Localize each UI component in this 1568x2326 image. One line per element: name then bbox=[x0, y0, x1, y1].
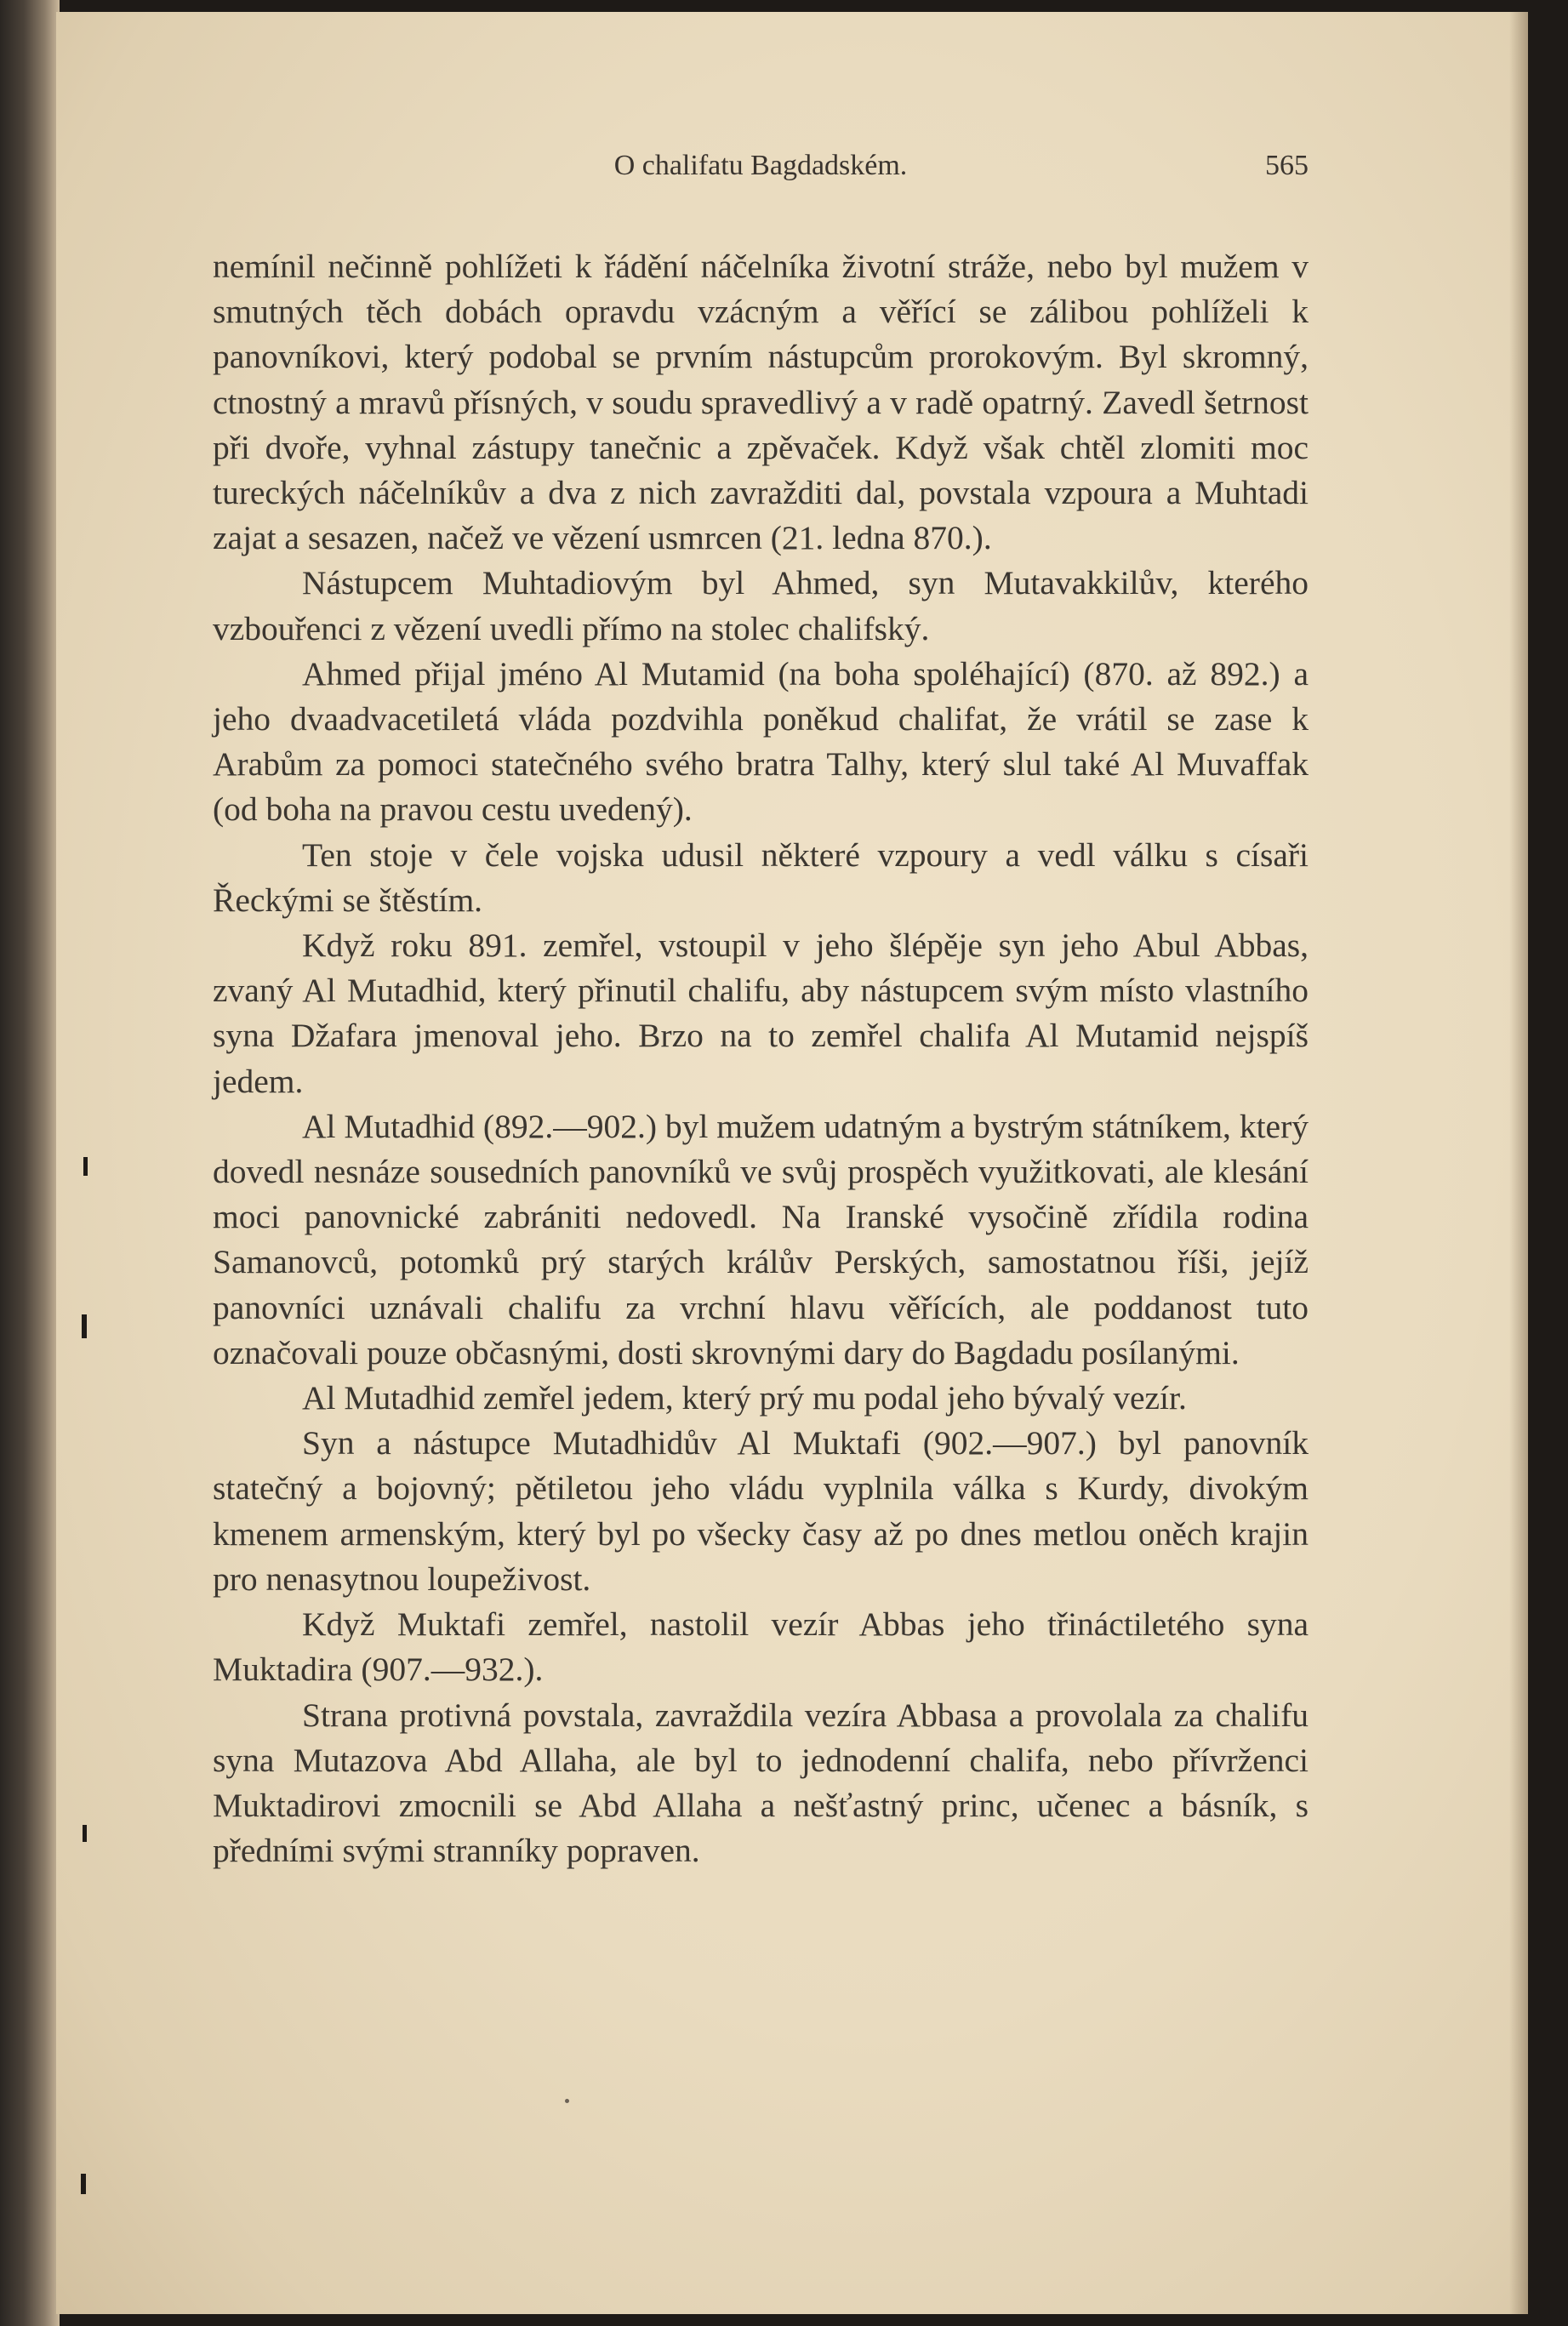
paragraph: Syn a nástupce Mutadhidův Al Muktafi (902.—907.) byl panovník statečný a bojovný; pětiletou jeho vládu vyplnila válka s Kurdy, divokým kmenem armenským, který byl po všecky časy až po dnes metlou oněch krajin pro nenasytnou loupeživost. bbox=[213, 1424, 1309, 1598]
paragraph: Když roku 891. zemřel, vstoupil v jeho šlépěje syn jeho Abul Abbas, zvaný Al Mutadhid, který přinutil chalifu, aby nástupcem svým místo vlastního syna Džafara jmenoval jeho. Brzo na to zemřel chalifa Al Mutamid nejspíš jedem. bbox=[213, 926, 1309, 1100]
paragraph: Strana protivná povstala, zavraždila vezíra Abbasa a provolala za chalifu syna Mutazova Abd Allaha, ale byl to jednodenní chalifa, nebo přívrženci Muktadirovi zmocnili se Abd Allaha a nešťastný princ, učenec a básník, s předními svými stranníky popraven. bbox=[213, 1696, 1309, 1870]
paragraph: Ahmed přijal jméno Al Mutamid (na boha spoléhající) (870. až 892.) a jeho dvaadvacetiletá vláda pozdvihla poněkud chalifat, že vrátil se zase k Arabům za pomoci statečného svého bratra Talhy, který slul také Al Muvaffak (od boha na pravou cestu uvedený). bbox=[213, 654, 1309, 829]
margin-mark bbox=[83, 1157, 88, 1176]
running-title: O chalifatu Bagdadském. bbox=[613, 150, 908, 181]
page-edge-shadow bbox=[1509, 12, 1528, 2314]
paragraph: Al Mutadhid zemřel jedem, který prý mu podal jeho bývalý vezír. bbox=[302, 1379, 1187, 1417]
paragraph: nemínil nečinně pohlížeti k řádění náčelníka životní stráže, nebo byl mužem v smutných těch dobách opravdu vzácným a věřící se zálibou pohlíželi k panovníkovi, který podobal se prvním nástupcům prorokovým. Byl skromný, ctnostný a mravů přísných, v soudu spravedlivý a v radě opatrný. Zavedl šetrnost při dvoře, vyhnal zástupy tanečnic a zpěvaček. Když však chtěl zlomiti moc tureckých náčelníkův a dva z nich zavražditi dal, povstala vzpoura a Muhtadi zajat a sesazen, načež ve vězení usmrcen (21. ledna 870.). bbox=[213, 248, 1309, 557]
body-text bbox=[213, 244, 1309, 1873]
book-spine bbox=[0, 0, 60, 2326]
paragraph: Al Mutadhid (892.—902.) byl mužem udatným a bystrým státníkem, který dovedl nesnáze sousedních panovníků ve svůj prospěch využitkovati, ale klesání moci panovnické zabrániti nedovedl. Na Iranské vysočině zřídila rodina Samanovců, potomků prý starých králův Perských, samostatnou říši, jejíž panovníci uznávali chalifu za vrchní hlavu věřících, ale poddanost tuto označovali pouze občasnými, dosti skrovnými dary do Bagdadu posílanými. bbox=[213, 1107, 1309, 1371]
paragraph: Když Muktafi zemřel, nastolil vezír Abbas jeho třináctiletého syna Muktadira (907.—932.). bbox=[213, 1605, 1309, 1689]
paragraph: Nástupcem Muhtadiovým byl Ahmed, syn Mutavakkilův, kterého vzbouřenci z vězení uvedli přímo na stolec chalifský. bbox=[213, 564, 1309, 647]
margin-mark bbox=[83, 1825, 87, 1842]
end-mark bbox=[565, 2099, 569, 2103]
paragraph: Ten stoje v čele vojska udusil některé vzpoury a vedl válku s císaři Řeckými se štěstím. bbox=[213, 835, 1309, 919]
margin-mark bbox=[82, 1314, 87, 1338]
page-number: 565 bbox=[1265, 150, 1309, 181]
page-header bbox=[213, 150, 1309, 192]
margin-mark bbox=[81, 2174, 86, 2194]
